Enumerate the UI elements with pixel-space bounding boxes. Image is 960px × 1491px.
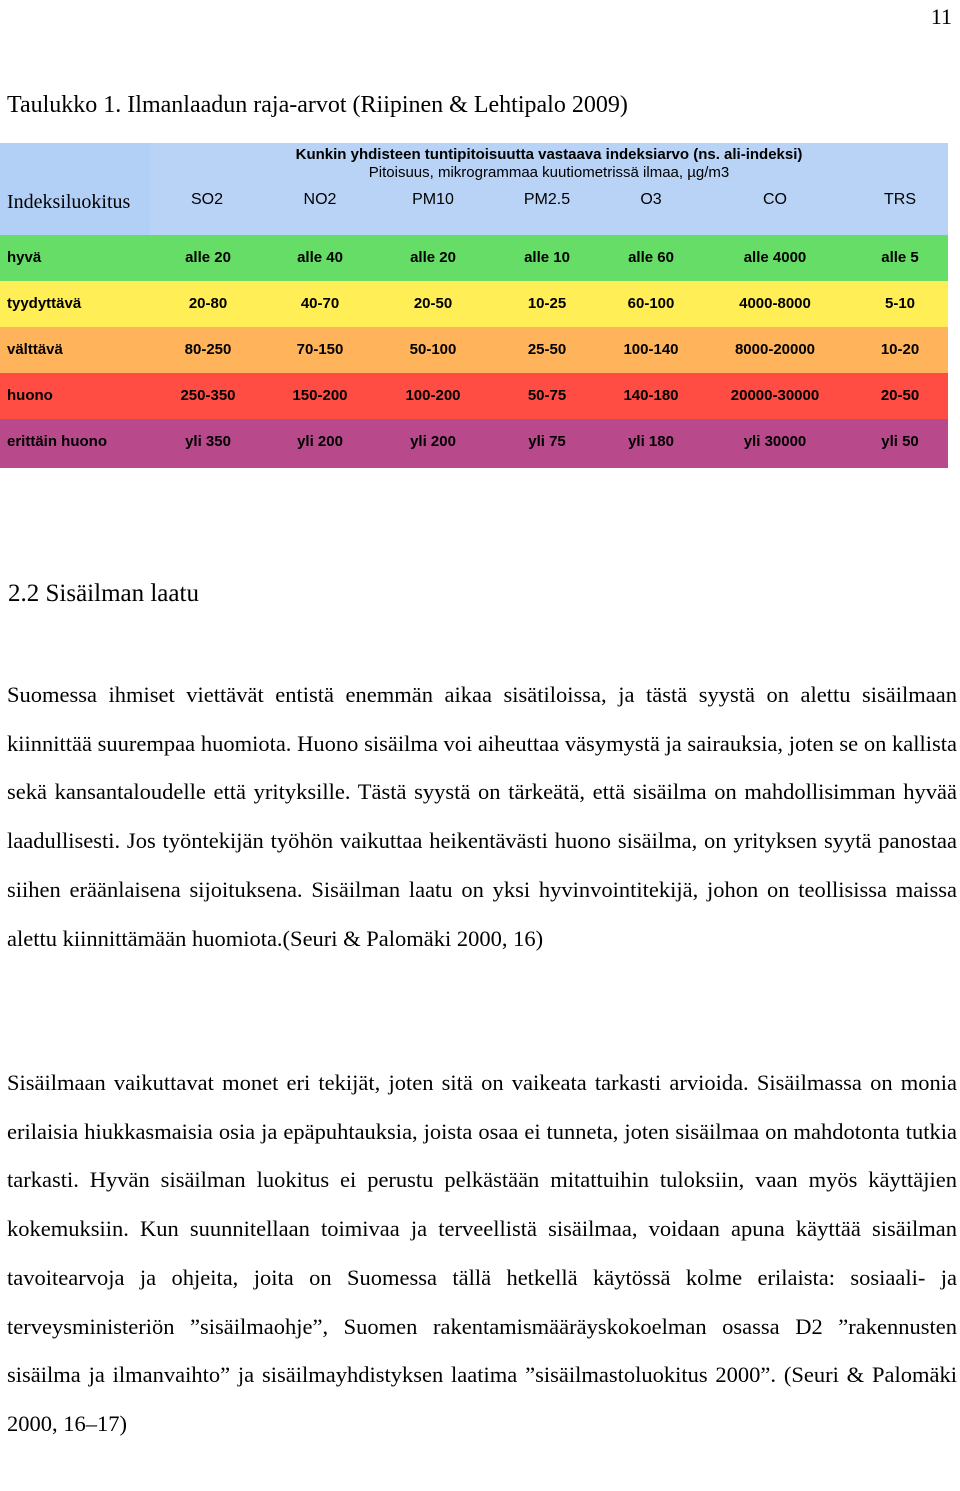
- table-cell: 100-200: [405, 387, 461, 404]
- table-cell: alle 4000: [743, 249, 807, 266]
- section-heading: 2.2 Sisäilman laatu: [8, 580, 199, 607]
- paragraph-2: Sisäilmaan vaikuttavat monet eri tekijät, joten sitä on vaikeata tarkasti arvioida. Sisäilmassa on monia erilaisia hiukkasmaisia osia ja epäpuhtauksia, joista osaa ei tunneta, joten sisäilmaa on mahdotonta tutkia tarkasti. Hyvän sisäilman luokitus ei perustu pelkästään mitattuihin tuloksiin, vaan myös käyttäjien kokemuksiin. Kun suunnitellaan toimivaa ja terveellistä sisäilmaa, voidaan apuna käyttää sisäilman tavoitearvoja ja ohjeita, joita on Suomessa tällä hetkellä käytössä kolme erilaista: sosiaali- ja terveysministeriön ”sisäilmaohje”, Suomen rakentamismääräyskokoelman osassa D2 ”rakennusten sisäilma ja ilmanvaihto” ja sisäilmayhdistyksen laatima ”sisäilmastoluokitus 2000”. (Seuri & Palomäki 2000, 16–17): [7, 1070, 957, 1436]
- table-cell: 10-25: [527, 295, 567, 312]
- air-quality-table: [0, 143, 948, 468]
- header-note: [150, 146, 948, 182]
- table-cell: 20-50: [413, 295, 453, 312]
- table-cell: 4000-8000: [739, 295, 811, 312]
- column-header: SO2: [190, 191, 223, 208]
- table-header: [0, 143, 948, 235]
- column-header: PM2.5: [523, 191, 571, 208]
- table-cell: 5-10: [884, 295, 916, 312]
- table-cell: 100-140: [623, 341, 679, 358]
- table-cell: 80-250: [184, 341, 232, 358]
- column-header: CO: [763, 191, 787, 208]
- table-row: [0, 327, 948, 373]
- header-note-line2: Pitoisuus, mikrogrammaa kuutiometrissä ilmaa, µg/m3: [368, 164, 730, 181]
- table-cell: yli 30000: [743, 433, 807, 450]
- table-cell: 20-80: [188, 295, 228, 312]
- table-cell: 150-200: [292, 387, 348, 404]
- table-cell: yli 350: [185, 433, 231, 450]
- table-cell: alle 20: [185, 249, 231, 266]
- table-cell: alle 20: [410, 249, 456, 266]
- row-label: hyvä: [7, 249, 42, 266]
- table-caption: Taulukko 1. Ilmanlaadun raja-arvot (Riipinen & Lehtipalo 2009): [7, 92, 628, 118]
- table-cell: 20000-30000: [730, 387, 820, 404]
- table-cell: yli 200: [297, 433, 343, 450]
- table-cell: 50-75: [527, 387, 567, 404]
- table-row: [0, 281, 948, 327]
- table-cell: yli 180: [628, 433, 674, 450]
- table-row: [0, 373, 948, 419]
- table-cell: yli 200: [410, 433, 456, 450]
- table-cell: 20-50: [880, 387, 920, 404]
- page-number: 11: [930, 4, 952, 29]
- row-label: tyydyttävä: [7, 295, 82, 312]
- header-note-line1: Kunkin yhdisteen tuntipitoisuutta vastaava indeksiarvo (ns. ali-indeksi): [295, 146, 803, 163]
- table-cell: 70-150: [296, 341, 344, 358]
- index-label: Indeksiluokitus: [7, 191, 131, 213]
- table-cell: yli 50: [881, 433, 919, 450]
- table-cell: 10-20: [880, 341, 920, 358]
- table-cell: 50-100: [409, 341, 457, 358]
- table-cell: 8000-20000: [734, 341, 816, 358]
- column-header: NO2: [303, 191, 337, 208]
- row-label: huono: [7, 387, 53, 404]
- row-label: välttävä: [7, 341, 63, 358]
- table-cell: alle 5: [881, 249, 919, 266]
- table-cell: alle 60: [628, 249, 674, 266]
- table-cell: 250-350: [180, 387, 236, 404]
- table-row: [0, 419, 948, 468]
- table-cell: yli 75: [528, 433, 566, 450]
- table-cell: 40-70: [300, 295, 340, 312]
- table-cell: 60-100: [627, 295, 675, 312]
- row-label: erittäin huono: [7, 433, 107, 450]
- column-header: TRS: [884, 191, 916, 208]
- table-cell: alle 40: [297, 249, 343, 266]
- paragraph-1: Suomessa ihmiset viettävät entistä enemmän aikaa sisätiloissa, ja tästä syystä on alettu sisäilmaan kiinnittää suurempaa huomiota. Huono sisäilma voi aiheuttaa väsymystä ja sairauksia, joten se on kallista sekä kansantaloudelle että yrityksille. Tästä syystä on tärkeätä, että sisäilma on mahdollisimman hyvää laadullisesti. Jos työntekijän työhön vaikuttaa heikentävästi huono sisäilma, on yrityksen syytä panostaa siihen eräänlaisena sijoituksena. Sisäilman laatu on yksi hyvinvointitekijä, johon on teollisissa maissa alettu kiinnittämään huomiota.(Seuri & Palomäki 2000, 16): [7, 682, 957, 951]
- table-cell: 140-180: [623, 387, 679, 404]
- table-cell: 25-50: [527, 341, 567, 358]
- table-cell: alle 10: [524, 249, 570, 266]
- column-header: O3: [640, 191, 662, 208]
- column-header: PM10: [412, 191, 454, 208]
- table-row: [0, 235, 948, 281]
